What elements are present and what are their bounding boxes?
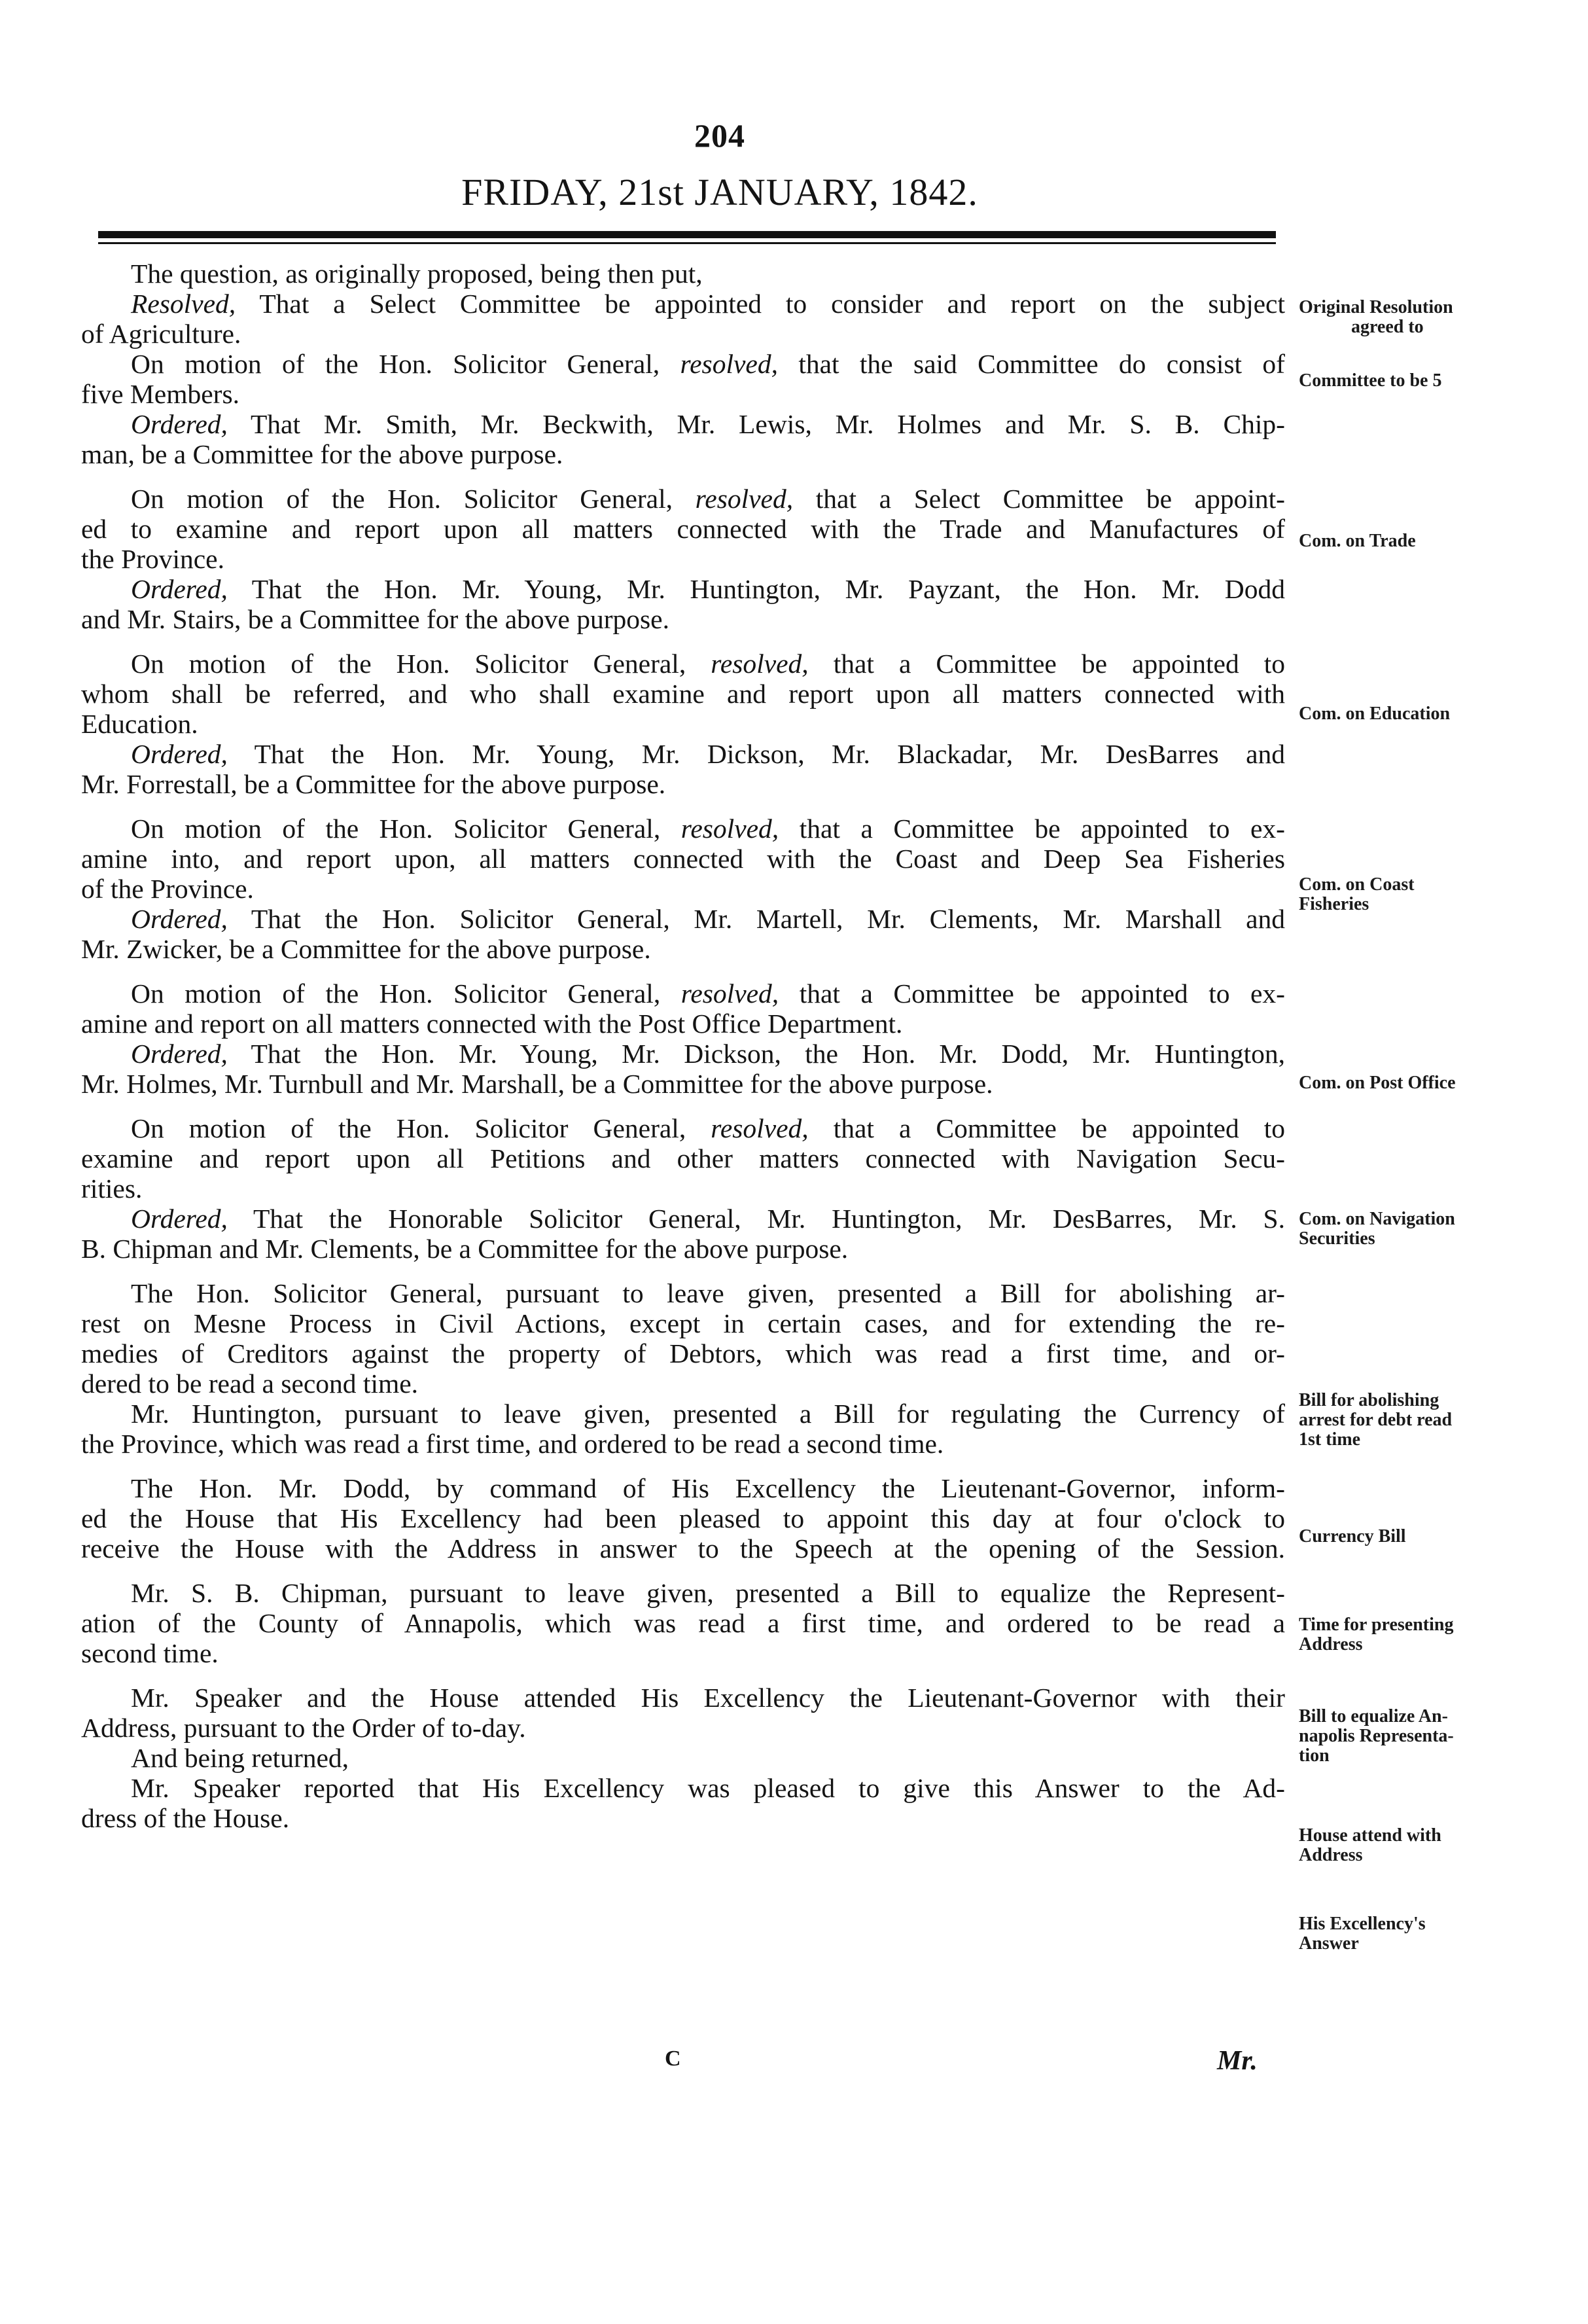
body-line: Mr. S. B. Chipman, pursuant to leave given, presented a Bill to equalize the Represent- [131, 1578, 1285, 1608]
margin-note-arrest-bill [1299, 1391, 1574, 1450]
body-line: and Mr. Stairs, be a Committee for the above purpose. [81, 604, 669, 634]
body-line: Ordered, That the Hon. Solicitor General, Mr. Martell, Mr. Clements, Mr. Marshall and [131, 904, 1285, 934]
body-line: The question, as originally proposed, being then put, [131, 259, 703, 289]
body-line: dered to be read a second time. [81, 1368, 419, 1399]
body-line: Mr. Huntington, pursuant to leave given, presented a Bill for regulating the Currency of [131, 1399, 1285, 1429]
margin-note-address-time [1299, 1615, 1574, 1654]
body-line: Mr. Speaker and the House attended His Excellency the Lieutenant-Governor with their [131, 1683, 1285, 1713]
catchword: Mr. [1217, 2046, 1258, 2076]
body-line: On motion of the Hon. Solicitor General, resolved, that the said Committee do consist of [131, 349, 1285, 379]
body-line: rest on Mesne Process in Civil Actions, except in certain cases, and for extending the re- [81, 1308, 1285, 1338]
body-line: rities. [81, 1173, 143, 1204]
body-line: Ordered, That the Honorable Solicitor General, Mr. Huntington, Mr. DesBarres, Mr. S. [131, 1204, 1285, 1234]
margin-note-line: Committee to be 5 [1299, 370, 1442, 391]
margin-note-education [1299, 704, 1574, 724]
body-line: dress of the House. [81, 1803, 290, 1833]
margin-note-post-office [1299, 1073, 1574, 1093]
margin-note-trade [1299, 531, 1574, 551]
margin-note-line: Fisheries [1299, 894, 1369, 914]
body-line: of the Province. [81, 874, 254, 904]
body-line: examine and report upon all Petitions and other matters connected with Navigation Secu- [81, 1143, 1285, 1173]
body-line: Ordered, That Mr. Smith, Mr. Beckwith, Mr. Lewis, Mr. Holmes and Mr. S. B. Chip- [131, 409, 1285, 439]
double-rule-thin [98, 242, 1276, 244]
entry-attend-governor [81, 1683, 1285, 1833]
entry-fisheries [81, 813, 1285, 964]
margin-note-line: tion [1299, 1745, 1330, 1766]
page-number: 204 [694, 117, 745, 154]
entry-annapolis-bill [81, 1578, 1285, 1668]
body-line: medies of Creditors against the property of Debtors, which was read a first time, and or- [81, 1338, 1285, 1368]
body-line: receive the House with the Address in answer to the Speech at the opening of the Session. [81, 1533, 1285, 1564]
body-line: On motion of the Hon. Solicitor General, resolved, that a Select Committee be appoint- [131, 484, 1285, 514]
entry-arrest-bill [81, 1278, 1285, 1459]
margin-note-line: Address [1299, 1634, 1363, 1654]
body-line: The Hon. Mr. Dodd, by command of His Excellency the Lieutenant-Governor, inform- [131, 1473, 1285, 1503]
body-line: Ordered, That the Hon. Mr. Young, Mr. Huntington, Mr. Payzant, the Hon. Mr. Dodd [131, 574, 1285, 604]
body-line: On motion of the Hon. Solicitor General, resolved, that a Committee be appointed to ex- [131, 813, 1285, 844]
body-line: second time. [81, 1638, 219, 1668]
body-line: five Members. [81, 379, 240, 409]
entry-post-office [81, 978, 1285, 1099]
entry-education [81, 649, 1285, 799]
body-line: Mr. Speaker reported that His Excellency was pleased to give this Answer to the Ad- [131, 1773, 1285, 1803]
body-line: the Province. [81, 544, 224, 574]
body-line: Address, pursuant to the Order of to-day. [81, 1713, 526, 1743]
margin-note-line: His Excellency's [1299, 1914, 1426, 1934]
margin-note-line: arrest for debt read [1299, 1410, 1453, 1430]
margin-note-committee-size [1299, 371, 1574, 391]
margin-note-line: agreed to [1351, 317, 1424, 337]
margin-note-line: Com. on Post Office [1299, 1073, 1456, 1093]
margin-note-line: Bill to equalize An- [1299, 1706, 1448, 1726]
margin-note-annapolis-bill [1299, 1707, 1574, 1766]
margin-note-answer [1299, 1914, 1574, 1954]
margin-note-line: Securities [1299, 1228, 1375, 1249]
journal-body [81, 259, 1285, 1848]
body-line: On motion of the Hon. Solicitor General, resolved, that a Committee be appointed to [131, 1113, 1285, 1143]
margin-note-line: House attend with [1299, 1825, 1441, 1846]
page-date-heading: FRIDAY, 21st JANUARY, 1842. [461, 171, 978, 213]
margin-note-line: Bill for abolishing [1299, 1390, 1439, 1410]
margin-note-currency-bill [1299, 1527, 1574, 1546]
body-line: Ordered, That the Hon. Mr. Young, Mr. Dickson, Mr. Blackadar, Mr. DesBarres and [131, 739, 1285, 769]
margin-note-fisheries [1299, 875, 1574, 914]
entry-trade [81, 484, 1285, 634]
body-line: The Hon. Solicitor General, pursuant to leave given, presented a Bill for abolishing ar- [131, 1278, 1285, 1308]
body-line: On motion of the Hon. Solicitor General, resolved, that a Committee be appointed to [131, 649, 1285, 679]
margin-note-line: Address [1299, 1845, 1363, 1865]
body-line: Mr. Zwicker, be a Committee for the above purpose. [81, 934, 651, 964]
margin-note-line: Com. on Coast [1299, 874, 1415, 895]
margin-note-line: Original Resolution [1299, 297, 1453, 317]
body-line: Ordered, That the Hon. Mr. Young, Mr. Dickson, the Hon. Mr. Dodd, Mr. Huntington, [131, 1039, 1285, 1069]
margin-note-attend [1299, 1826, 1574, 1865]
margin-note-line: napolis Representa- [1299, 1726, 1454, 1746]
body-line: And being returned, [131, 1743, 349, 1773]
body-line: the Province, which was read a first time, and ordered to be read a second time. [81, 1429, 944, 1459]
margin-note-line: Currency Bill [1299, 1526, 1406, 1546]
margin-note-navigation [1299, 1209, 1574, 1249]
signature-mark: C [665, 2047, 681, 2071]
body-line: amine and report on all matters connected with the Post Office Department. [81, 1009, 903, 1039]
body-line: man, be a Committee for the above purpose. [81, 439, 563, 469]
body-line: Mr. Holmes, Mr. Turnbull and Mr. Marshall, be a Committee for the above purpose. [81, 1069, 993, 1099]
entry-agriculture [81, 259, 1285, 469]
body-line: ation of the County of Annapolis, which was read a first time, and ordered to be read a [81, 1608, 1285, 1638]
body-line: B. Chipman and Mr. Clements, be a Committee for the above purpose. [81, 1234, 849, 1264]
margin-note-line: Com. on Education [1299, 704, 1451, 724]
margin-note-resolution [1299, 298, 1574, 337]
body-line: Education. [81, 709, 198, 739]
margin-note-line: Com. on Navigation [1299, 1209, 1455, 1229]
body-line: whom shall be referred, and who shall examine and report upon all matters connected with [81, 679, 1285, 709]
margin-note-line: 1st time [1299, 1429, 1361, 1450]
body-line: ed the House that His Excellency had been pleased to appoint this day at four o'clock to [81, 1503, 1285, 1533]
body-line: On motion of the Hon. Solicitor General, resolved, that a Committee be appointed to ex- [131, 978, 1285, 1009]
double-rule-thick [98, 231, 1276, 238]
margin-note-line: Answer [1299, 1933, 1359, 1954]
margin-note-line: Com. on Trade [1299, 531, 1416, 551]
entry-navigation [81, 1113, 1285, 1264]
body-line: Resolved, That a Select Committee be appointed to consider and report on the subject [131, 289, 1285, 319]
body-line: of Agriculture. [81, 319, 241, 349]
entry-address-time [81, 1473, 1285, 1564]
body-line: ed to examine and report upon all matters connected with the Trade and Manufactures of [81, 514, 1285, 544]
body-line: amine into, and report upon, all matters connected with the Coast and Deep Sea Fisheries [81, 844, 1285, 874]
body-line: Mr. Forrestall, be a Committee for the above purpose. [81, 769, 666, 799]
margin-note-line: Time for presenting [1299, 1615, 1454, 1635]
